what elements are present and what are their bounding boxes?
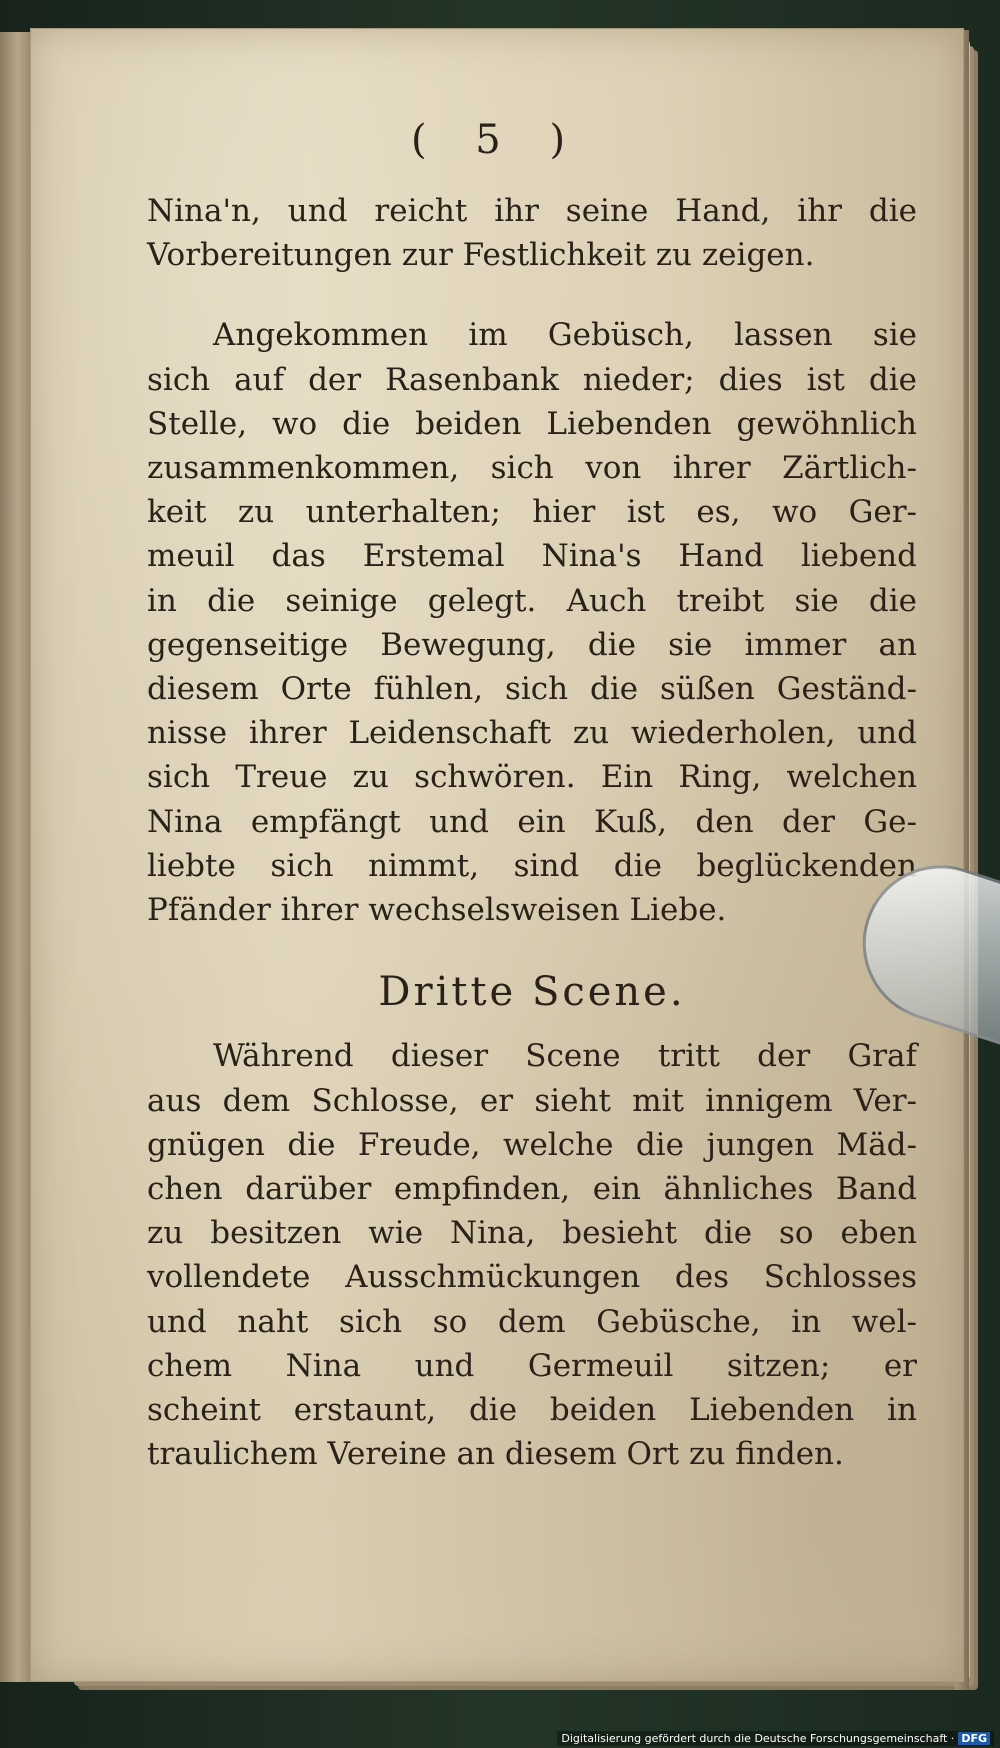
text-line: gegenseitige Bewegung, die sie immer an xyxy=(147,626,917,663)
text-line: Vorbereitungen zur Festlichkeit zu zeigen. xyxy=(147,237,815,274)
credit-text: Digitalisierung gefördert durch die Deutsche Forschungsgemeinschaft · xyxy=(561,1732,955,1745)
text-line: Nina empfängt und ein Kuß, den der Ge- xyxy=(147,803,917,840)
text-line: diesem Orte fühlen, sich die süßen Geständ- xyxy=(147,671,917,708)
previous-page-edge xyxy=(0,32,32,1682)
text-line: Angekommen im Gebüsch, lassen sie xyxy=(213,317,917,354)
digitization-credit xyxy=(557,1731,994,1746)
paragraph-3 xyxy=(147,1034,917,1476)
text-line: chem Nina und Germeuil sitzen; er xyxy=(147,1347,917,1384)
text-line: meuil das Erstemal Nina's Hand liebend xyxy=(147,538,917,575)
scene-heading: Dritte Scene. xyxy=(378,969,686,1016)
text-line: sich auf der Rasenbank nieder; dies ist die xyxy=(147,361,917,398)
dfg-logo: DFG xyxy=(958,1732,990,1745)
text-line: nisse ihrer Leidenschaft zu wiederholen, und xyxy=(147,715,917,752)
text-line: Stelle, wo die beiden Liebenden gewöhnlich xyxy=(147,405,917,442)
text-line: Nina'n, und reicht ihr seine Hand, ihr die xyxy=(147,193,917,229)
text-line: gnügen die Freude, welche die jungen Mäd- xyxy=(147,1126,917,1163)
text-line: keit zu unterhalten; hier ist es, wo Ger- xyxy=(147,494,917,531)
text-line: Pfänder ihrer wechselsweisen Liebe. xyxy=(147,892,727,929)
text-line: zu besitzen wie Nina, besieht die so eben xyxy=(147,1215,917,1252)
text-line: scheint erstaunt, die beiden Liebenden in xyxy=(147,1392,917,1429)
text-line: zusammenkommen, sich von ihrer Zärtlich- xyxy=(147,450,917,487)
page-number: ( 5 ) xyxy=(410,117,584,163)
paragraph-2 xyxy=(147,313,917,932)
text-line: aus dem Schlosse, er sieht mit innigem Ver- xyxy=(147,1082,917,1119)
page-text xyxy=(147,189,917,1476)
text-line: liebte sich nimmt, sind die beglückenden xyxy=(147,847,917,884)
text-line: in die seinige gelegt. Auch treibt sie die xyxy=(147,582,917,619)
text-line: vollendete Ausschmückungen des Schlosses xyxy=(147,1259,917,1296)
text-line: chen darüber empfinden, ein ähnliches Band xyxy=(147,1171,917,1208)
book-page xyxy=(30,28,964,1682)
text-line: und naht sich so dem Gebüsche, in wel- xyxy=(147,1303,917,1340)
paragraph-1 xyxy=(147,189,917,277)
text-line: sich Treue zu schwören. Ein Ring, welchen xyxy=(147,759,917,796)
text-line: Während dieser Scene tritt der Graf xyxy=(213,1038,917,1075)
text-line: traulichem Vereine an diesem Ort zu finden. xyxy=(147,1436,844,1473)
